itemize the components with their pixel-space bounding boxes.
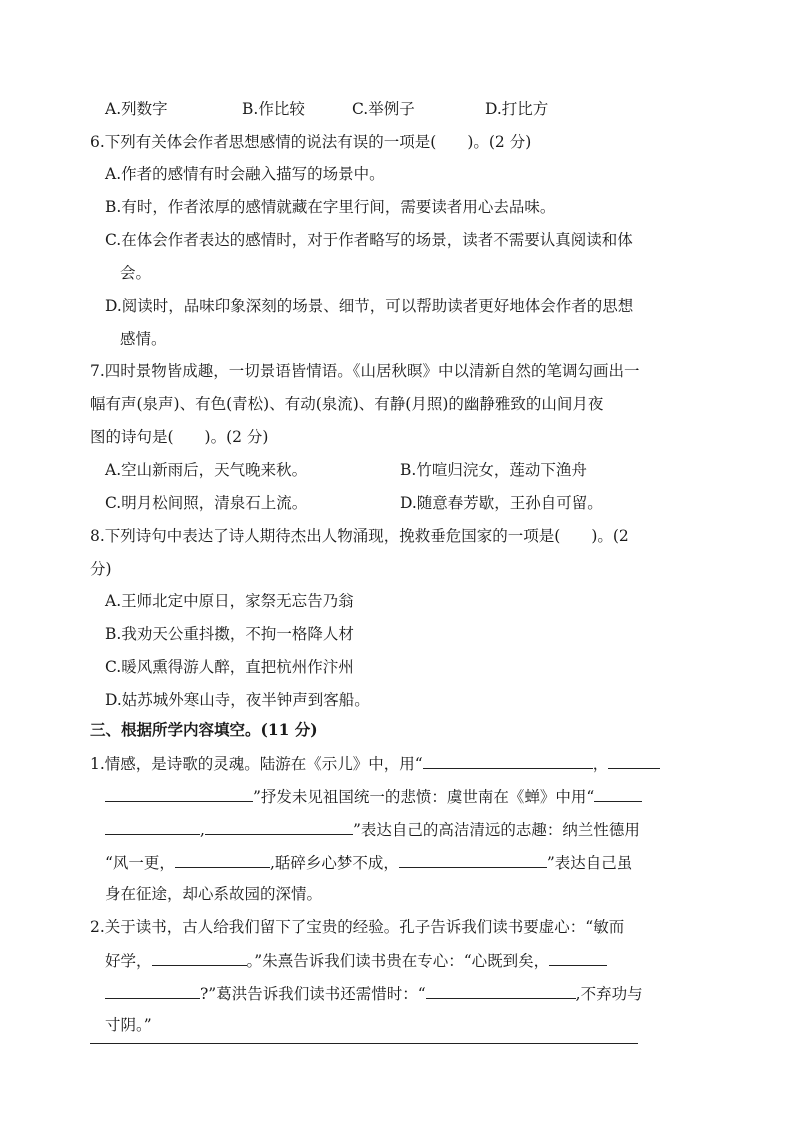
fill1-text: ”表达自己的高洁清远的志趣：纳兰性德用 xyxy=(352,821,640,839)
answer-blank[interactable] xyxy=(608,752,660,769)
section-3-title: 三、根据所学内容填空。(11 分) xyxy=(90,720,318,739)
q8-stem-line2: 分) xyxy=(90,560,112,578)
fill1-comma: ， xyxy=(592,755,609,773)
q5-option-b: B.作比较 xyxy=(242,100,305,118)
q8-option-c: C.暖风熏得游人醉，直把杭州作汴州 xyxy=(105,658,354,676)
q8-option-a: A.王师北定中原日，家祭无忘告乃翁 xyxy=(105,592,354,610)
answer-blank[interactable] xyxy=(549,949,607,966)
fill1-line4 xyxy=(105,851,632,874)
page-bottom-rule xyxy=(90,1043,638,1044)
fill1-text: ”抒发未见祖国统一的悲愤：虞世南在《蝉》中用“ xyxy=(253,788,595,806)
answer-blank[interactable] xyxy=(105,818,200,835)
fill1-comma: , xyxy=(200,821,205,839)
q5-option-c: C.举例子 xyxy=(352,100,415,118)
fill1-text: 1.情感，是诗歌的灵魂。陆游在《示儿》中，用“ xyxy=(90,755,423,773)
fill1-line1 xyxy=(90,752,660,775)
q6-option-c-line2: 会。 xyxy=(120,264,152,282)
fill2-line1: 2.关于读书，古人给我们留下了宝贵的经验。孔子告诉我们读书要虚心：“敏而 xyxy=(90,918,625,936)
q7-stem-line2: 幅有声(泉声)、有色(青松)、有动(泉流)、有静(月照)的幽静雅致的山间月夜 xyxy=(90,395,604,413)
answer-blank[interactable] xyxy=(594,785,642,802)
q7-option-a: A.空山新雨后，天气晚来秋。 xyxy=(105,461,308,479)
q8-option-b: B.我劝天公重抖擞，不拘一格降人材 xyxy=(105,625,354,643)
fill2-line4: 寸阴。” xyxy=(105,1016,152,1034)
fill1-text: ,聒碎乡心梦不成， xyxy=(269,854,399,872)
fill2-line3 xyxy=(105,982,643,1005)
q6-option-d-line1: D.阅读时，品味印象深刻的场景、细节，可以帮助读者更好地体会作者的思想 xyxy=(105,297,634,315)
fill2-text: 。”朱熹告诉我们读书贵在专心：“心既到矣， xyxy=(246,952,550,970)
fill2-text: 好学， xyxy=(105,952,152,970)
answer-blank[interactable] xyxy=(175,851,270,868)
q5-option-d: D.打比方 xyxy=(485,100,549,118)
fill2-text: ?”葛洪告诉我们读书还需惜时：“ xyxy=(200,985,426,1003)
q7-option-c: C.明月松间照，清泉石上流。 xyxy=(105,494,308,512)
q6-stem: 6.下列有关体会作者思想感情的说法有误的一项是( )。(2 分) xyxy=(90,133,532,151)
q6-option-b: B.有时，作者浓厚的感情就藏在字里行间，需要读者用心去品味。 xyxy=(105,198,556,216)
q7-option-d: D.随意春芳歇，王孙自可留。 xyxy=(400,494,603,512)
answer-blank[interactable] xyxy=(105,982,200,999)
fill2-line2 xyxy=(105,949,607,972)
q6-option-d-line2: 感情。 xyxy=(120,330,167,348)
answer-blank[interactable] xyxy=(399,851,547,868)
fill2-text: ,不弃功与 xyxy=(575,985,643,1003)
answer-blank[interactable] xyxy=(426,982,576,999)
answer-blank[interactable] xyxy=(105,785,253,802)
q6-option-a: A.作者的感情有时会融入描写的场景中。 xyxy=(105,165,385,183)
q6-option-c-line1: C.在体会作者表达的感情时，对于作者略写的场景，读者不需要认真阅读和体 xyxy=(105,231,633,249)
q7-option-b: B.竹喧归浣女，莲动下渔舟 xyxy=(400,461,587,479)
answer-blank[interactable] xyxy=(205,818,353,835)
fill1-line3 xyxy=(105,818,640,841)
fill1-text: “风一更， xyxy=(105,854,175,872)
q8-stem-line1: 8.下列诗句中表达了诗人期待杰出人物涌现，挽救垂危国家的一项是( )。(2 xyxy=(90,527,629,545)
answer-blank[interactable] xyxy=(152,949,247,966)
q7-stem-line3: 图的诗句是( )。(2 分) xyxy=(90,428,269,446)
fill1-line2 xyxy=(105,785,642,808)
answer-blank[interactable] xyxy=(423,752,593,769)
q7-stem-line1: 7.四时景物皆成趣，一切景语皆情语。《山居秋暝》中以清新自然的笔调勾画出一 xyxy=(90,362,640,380)
q8-option-d: D.姑苏城外寒山寺，夜半钟声到客船。 xyxy=(105,691,370,709)
fill1-text: ”表达自己虽 xyxy=(546,854,633,872)
fill1-line5: 身在征途，却心系故园的深情。 xyxy=(105,885,323,903)
q5-option-a: A.列数字 xyxy=(105,100,168,118)
